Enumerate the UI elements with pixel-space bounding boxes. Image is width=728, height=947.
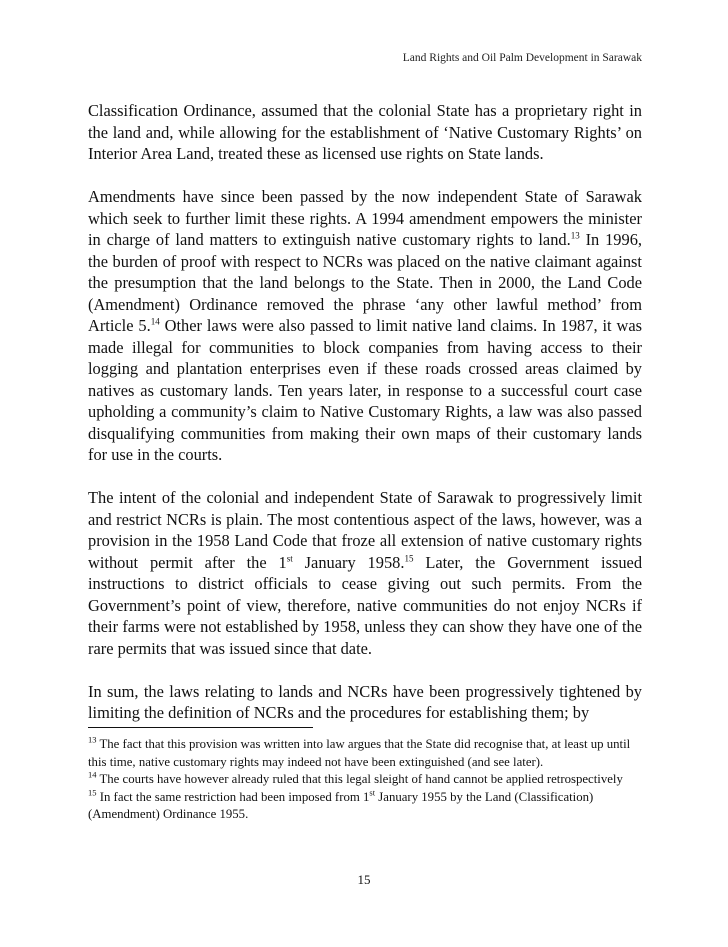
footnote: $^{13}$ The fact that this provision was written into law argues that the State did recognise that, at least up until this time, native customary rights may indeed not have been extinguished (and see later). xyxy=(88,734,631,769)
paragraph: Classification Ordinance, assumed that the colonial State has a proprietary right in the land and, while allowing for the establishment of ‘Native Customary Rights’ on Interior Area Land, treated these as licensed use rights on State lands. xyxy=(88,101,642,163)
running-header: Land Rights and Oil Palm Development in Sarawak xyxy=(402,52,642,64)
footnote-marker: st xyxy=(286,553,293,564)
footnote: $^{15}$ In fact the same restriction had been imposed from 1st January 1955 by the Land (Classification) (Amendment) Ordinance 1955. xyxy=(88,787,594,821)
body-text xyxy=(88,100,642,745)
paragraph: The intent of the colonial and independent State of Sarawak to progressively limit and restrict NCRs is plain. The most contentious aspect of the laws, however, was a provision in the 1958 Land Code that froze all extension of native customary rights without permit after the 1st January 1958.15 Later, the Government issued instructions to district officials to cease giving out such permits. From the Government’s point of view, therefore, native communities do not enjoy NCRs if their farms were not established by 1958, unless they can show they have one of the rare permits that was issued since that date. xyxy=(88,488,643,658)
footnote-marker: 15 xyxy=(404,553,414,564)
paragraph: Amendments have since been passed by the now independent State of Sarawak which seek to further limit these rights. A 1994 amendment empowers the minister in charge of land matters to extinguish native customary rights to land.$^{13}$ In 1996, the burden of proof with respect to NCRs was placed on the native claimant against the presumption that the land belongs to the State. Then in 2000, the Land Code (Amendment) Ordinance removed the phrase ‘any other lawful method’ from Article 5.14 Other laws were also passed to limit native land claims. In 1987, it was made illegal for communities to block companies from having access to their logging and plantation enterprises even if these roads crossed areas claimed by natives as customary lands. Ten years later, in response to a successful court case upholding a community’s claim to Native Customary Rights, a law was also passed disqualifying communities from making their own maps of their customary lands for use in the courts. xyxy=(88,187,642,464)
footnote-marker: 15 xyxy=(88,787,97,798)
footnotes xyxy=(88,736,648,824)
footnote-marker: 13 xyxy=(88,734,97,745)
footnote-marker: 14 xyxy=(150,316,160,327)
footnote: $^{14}$ The courts have however already ruled that this legal sleight of hand cannot be applied retrospectively xyxy=(88,769,623,786)
page-number: 15 xyxy=(357,872,371,887)
footnote-marker: st xyxy=(369,787,376,798)
footnote-marker: 14 xyxy=(88,769,97,780)
footnote-divider xyxy=(88,727,313,728)
paragraph: In sum, the laws relating to lands and NCRs have been progressively tightened by limiting the definition of NCRs and the procedures for establishing them; by xyxy=(88,681,642,722)
footnote-marker: 13 xyxy=(570,230,580,241)
